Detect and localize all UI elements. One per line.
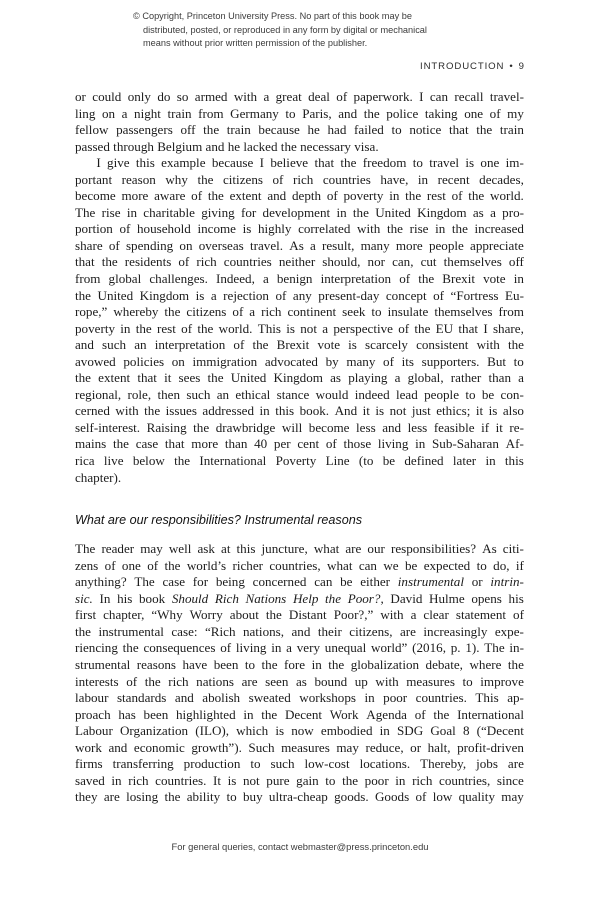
text-line: The reader may well ask at this juncture, what are our responsibilities? As citi- [75,541,524,557]
text-line: strumental reasons have been to the fore in the globalization debate, where the [75,656,524,672]
copyright-line-3: means without prior written permission of the publisher. [143,38,368,49]
text-line: rica live below the International Poverty Line (to be defined later in this [75,453,524,469]
text-line: sic. In his book Should Rich Nations Help the Poor?, David Hulme opens his [75,590,524,606]
text-line: the United Kingdom is a rejection of any present-day concept of “Fortress Eu- [75,287,524,303]
text-line: first chapter, “Why Worry about the Distant Poor?,” with a clear statement of [75,607,524,623]
running-head [420,61,524,72]
running-head-title: INTRODUCTION [420,61,505,72]
text-line: they are losing the ability to buy ultra-cheap goods. Goods of low quality may [75,789,524,805]
text-line: regional, role, then such an ethical stance would indeed lead people to be con- [75,386,524,402]
text-line: portant reason why the citizens of rich countries have, in recent decades, [75,171,524,187]
paragraph-continuation [75,89,524,155]
text-line: portion of household income is highly correlated with the rise in the increased [75,221,524,237]
text-line: proach has been highlighted in the Decent Work Agenda of the International [75,706,524,722]
text-line: become more aware of the extent and depth of poverty in the rest of the world. [75,188,524,204]
text-line: zens of one of the world’s richer countries, what can we be expected to do, if [75,557,524,573]
text-line: self-interest. Raising the drawbridge will become less and less feasible if it re- [75,419,524,435]
text-column [75,89,524,806]
text-line: cerned with the issues addressed in this book. And it is not just ethics; it is also [75,403,524,419]
text-line: riencing the consequences of living in a very unequal world” (2016, p. 1). The in- [75,640,524,656]
text-line: saved in rich countries. It is not pure gain to the poor in rich countries, since [75,772,524,788]
text-line: I give this example because I believe that the freedom to travel is one im- [96,155,524,171]
copyright-line-2: distributed, posted, or reproduced in any form by digital or mechanical [143,24,427,35]
running-head-separator: • [509,61,514,72]
text-line: anything? The case for being concerned can be either instrumental or intrin- [75,574,524,590]
text-line: Labour Organization (ILO), which is now embodied in SDG Goal 8 (“Decent [75,723,524,739]
text-line: The rise in charitable giving for development in the United Kingdom as a pro- [75,204,524,220]
text-line: mains the case that more than 40 per cent of those living in Sub-Saharan Af- [75,436,524,452]
text-line: rope,” whereby the citizens of a rich continent seek to insulate themselves from [75,304,524,320]
text-line: interests of the rich nations are seen as bound up with measures to improve [75,673,524,689]
paragraph-travel-freedom [75,155,524,486]
text-line: work and economic growth”). Such measures may reduce, or halt, profit-driven [75,739,524,755]
text-line: that the residents of rich countries neither should, nor can, cut themselves off [75,254,524,270]
text-line: the extent that it sees the United Kingdom as playing a global, rather than a [75,370,524,386]
text-line: or could only do so armed with a great deal of paperwork. I can recall travel- [75,89,524,104]
heading-spacer-above [75,486,524,512]
paragraph-instrumental-reasons [75,541,524,806]
text-line: poverty in the rest of the world. This is not a perspective of the EU that I share, [75,320,524,336]
text-line: the instrumental case: “Rich nations, and their citizens, are increasingly expe- [75,623,524,639]
text-line: fellow passengers off the train because he had failed to notice that the train [75,122,524,138]
copyright-notice [133,10,473,51]
text-line: avowed policies on immigration advocated by many of its supporters. But to [75,353,524,369]
heading-spacer-below [75,528,524,541]
text-line: ling on a night train from Germany to Paris, and the police taking one of my [75,105,524,121]
page-number: 9 [518,61,524,72]
text-line: from global challenges. Indeed, a benign interpretation of the Brexit vote in [75,271,524,287]
copyright-line-1: © Copyright, Princeton University Press. No part of this book may be [133,11,412,21]
footer-queries-notice: For general queries, contact webmaster@press.princeton.edu [171,841,429,852]
text-line: passed through Belgium and he lacked the necessary visa. [75,138,379,154]
text-line: labour standards and abolish sweated workshops in poor countries. This ap- [75,690,524,706]
text-line: firms transferring production to such low-cost locations. Thereby, jobs are [75,756,524,772]
text-line: chapter). [75,469,122,485]
text-line: and such an interpretation of the Brexit vote is scarcely consistent with the [75,337,524,353]
section-heading: What are our responsibilities? Instrumental reasons [75,513,362,528]
text-line: share of spending on overseas travel. As a result, many more people appreciate [75,237,524,253]
